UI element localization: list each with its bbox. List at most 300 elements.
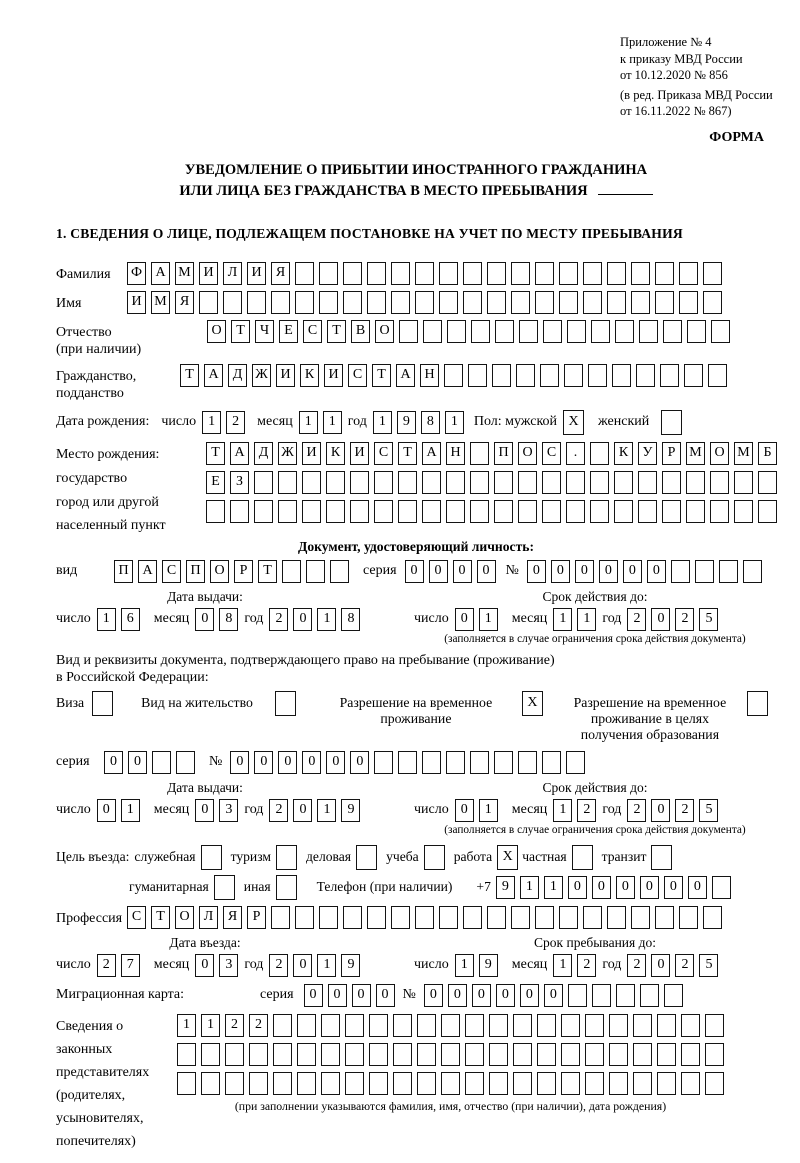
char-cell[interactable]	[655, 906, 674, 929]
char-cell[interactable]	[681, 1043, 700, 1066]
char-cell[interactable]: 2	[675, 608, 694, 631]
char-cell[interactable]: Л	[223, 262, 242, 285]
char-cell[interactable]	[273, 1072, 292, 1095]
char-cell[interactable]	[585, 1014, 604, 1037]
char-cell[interactable]	[230, 500, 249, 523]
char-cell[interactable]	[712, 876, 731, 899]
char-cell[interactable]	[734, 471, 753, 494]
char-cell[interactable]: 0	[647, 560, 666, 583]
char-cell[interactable]: О	[710, 442, 729, 465]
char-cell[interactable]: И	[127, 291, 146, 314]
char-cell[interactable]	[591, 320, 610, 343]
char-cell[interactable]	[559, 262, 578, 285]
char-cell[interactable]	[247, 291, 266, 314]
char-cell[interactable]	[465, 1043, 484, 1066]
char-cell[interactable]	[638, 500, 657, 523]
char-cell[interactable]: 1	[479, 608, 498, 631]
char-cell[interactable]	[633, 1043, 652, 1066]
char-cell[interactable]: Т	[151, 906, 170, 929]
checkbox-female[interactable]	[661, 410, 682, 435]
char-cell[interactable]: 0	[551, 560, 570, 583]
char-cell[interactable]	[393, 1043, 412, 1066]
char-cell[interactable]: 0	[453, 560, 472, 583]
char-cell[interactable]	[719, 560, 738, 583]
char-cell[interactable]	[439, 291, 458, 314]
char-cell[interactable]: А	[422, 442, 441, 465]
char-cell[interactable]	[655, 291, 674, 314]
char-cell[interactable]	[705, 1072, 724, 1095]
char-cell[interactable]	[319, 291, 338, 314]
char-cell[interactable]: Е	[206, 471, 225, 494]
char-cell[interactable]	[660, 364, 679, 387]
char-cell[interactable]	[686, 471, 705, 494]
char-cell[interactable]: 0	[455, 799, 474, 822]
char-cell[interactable]	[583, 262, 602, 285]
char-cell[interactable]	[492, 364, 511, 387]
char-cell[interactable]: 0	[664, 876, 683, 899]
char-cell[interactable]: О	[210, 560, 229, 583]
checkbox-male[interactable]: X	[563, 410, 584, 435]
char-cell[interactable]: 9	[479, 954, 498, 977]
checkbox-tourism[interactable]	[276, 845, 297, 870]
char-cell[interactable]	[369, 1072, 388, 1095]
char-cell[interactable]: 0	[651, 954, 670, 977]
char-cell[interactable]: 0	[352, 984, 371, 1007]
char-cell[interactable]: 0	[293, 608, 312, 631]
char-cell[interactable]: Е	[279, 320, 298, 343]
char-cell[interactable]	[662, 471, 681, 494]
char-cell[interactable]: 0	[230, 751, 249, 774]
char-cell[interactable]: Р	[234, 560, 253, 583]
char-cell[interactable]	[631, 262, 650, 285]
char-cell[interactable]: 0	[97, 799, 116, 822]
char-cell[interactable]: Н	[446, 442, 465, 465]
char-cell[interactable]	[615, 320, 634, 343]
char-cell[interactable]: У	[638, 442, 657, 465]
char-cell[interactable]	[321, 1014, 340, 1037]
char-cell[interactable]	[399, 320, 418, 343]
char-cell[interactable]	[415, 291, 434, 314]
char-cell[interactable]: 2	[627, 608, 646, 631]
char-cell[interactable]	[367, 291, 386, 314]
char-cell[interactable]	[518, 471, 537, 494]
char-cell[interactable]	[679, 262, 698, 285]
char-cell[interactable]	[463, 291, 482, 314]
char-cell[interactable]: 0	[195, 799, 214, 822]
char-cell[interactable]: 0	[527, 560, 546, 583]
char-cell[interactable]	[711, 320, 730, 343]
char-cell[interactable]	[225, 1072, 244, 1095]
char-cell[interactable]: П	[114, 560, 133, 583]
char-cell[interactable]	[540, 364, 559, 387]
char-cell[interactable]: 0	[104, 751, 123, 774]
checkbox-private[interactable]	[572, 845, 593, 870]
char-cell[interactable]: 0	[688, 876, 707, 899]
char-cell[interactable]	[535, 906, 554, 929]
char-cell[interactable]	[537, 1043, 556, 1066]
char-cell[interactable]	[343, 906, 362, 929]
char-cell[interactable]	[415, 262, 434, 285]
char-cell[interactable]: 8	[421, 411, 440, 434]
char-cell[interactable]: 0	[616, 876, 635, 899]
char-cell[interactable]	[306, 560, 325, 583]
char-cell[interactable]	[568, 984, 587, 1007]
char-cell[interactable]: 2	[269, 954, 288, 977]
char-cell[interactable]	[374, 500, 393, 523]
char-cell[interactable]: 2	[627, 954, 646, 977]
char-cell[interactable]	[271, 291, 290, 314]
char-cell[interactable]	[223, 291, 242, 314]
char-cell[interactable]: О	[175, 906, 194, 929]
char-cell[interactable]	[199, 291, 218, 314]
char-cell[interactable]	[468, 364, 487, 387]
char-cell[interactable]: Я	[223, 906, 242, 929]
char-cell[interactable]	[487, 291, 506, 314]
char-cell[interactable]: Ф	[127, 262, 146, 285]
char-cell[interactable]	[511, 906, 530, 929]
char-cell[interactable]	[271, 906, 290, 929]
char-cell[interactable]: 1	[323, 411, 342, 434]
char-cell[interactable]	[367, 262, 386, 285]
char-cell[interactable]: Ч	[255, 320, 274, 343]
char-cell[interactable]	[297, 1072, 316, 1095]
char-cell[interactable]	[471, 320, 490, 343]
char-cell[interactable]: 0	[350, 751, 369, 774]
char-cell[interactable]: 2	[249, 1014, 268, 1037]
char-cell[interactable]: 0	[293, 954, 312, 977]
char-cell[interactable]: Я	[175, 291, 194, 314]
char-cell[interactable]: А	[230, 442, 249, 465]
char-cell[interactable]	[537, 1014, 556, 1037]
char-cell[interactable]	[518, 751, 537, 774]
char-cell[interactable]	[679, 906, 698, 929]
char-cell[interactable]: 1	[97, 608, 116, 631]
char-cell[interactable]: 1	[201, 1014, 220, 1037]
char-cell[interactable]	[177, 1072, 196, 1095]
char-cell[interactable]: 1	[553, 608, 572, 631]
char-cell[interactable]: 0	[544, 984, 563, 1007]
char-cell[interactable]	[398, 500, 417, 523]
char-cell[interactable]: М	[734, 442, 753, 465]
char-cell[interactable]	[345, 1014, 364, 1037]
char-cell[interactable]: 2	[97, 954, 116, 977]
char-cell[interactable]	[446, 500, 465, 523]
char-cell[interactable]	[439, 906, 458, 929]
char-cell[interactable]: П	[186, 560, 205, 583]
char-cell[interactable]	[446, 751, 465, 774]
char-cell[interactable]: М	[151, 291, 170, 314]
char-cell[interactable]	[326, 500, 345, 523]
char-cell[interactable]	[607, 906, 626, 929]
char-cell[interactable]: Т	[180, 364, 199, 387]
char-cell[interactable]	[278, 500, 297, 523]
char-cell[interactable]: 1	[317, 954, 336, 977]
char-cell[interactable]	[687, 320, 706, 343]
char-cell[interactable]: 2	[577, 954, 596, 977]
char-cell[interactable]	[612, 364, 631, 387]
char-cell[interactable]: О	[518, 442, 537, 465]
char-cell[interactable]	[487, 262, 506, 285]
char-cell[interactable]	[758, 471, 777, 494]
char-cell[interactable]: 0	[472, 984, 491, 1007]
char-cell[interactable]	[422, 751, 441, 774]
char-cell[interactable]	[631, 906, 650, 929]
char-cell[interactable]	[297, 1014, 316, 1037]
char-cell[interactable]: 2	[269, 608, 288, 631]
char-cell[interactable]: И	[302, 442, 321, 465]
char-cell[interactable]	[417, 1014, 436, 1037]
char-cell[interactable]	[633, 1072, 652, 1095]
char-cell[interactable]: 6	[121, 608, 140, 631]
char-cell[interactable]	[684, 364, 703, 387]
char-cell[interactable]	[391, 291, 410, 314]
char-cell[interactable]	[391, 262, 410, 285]
char-cell[interactable]	[607, 262, 626, 285]
char-cell[interactable]	[489, 1014, 508, 1037]
char-cell[interactable]: И	[199, 262, 218, 285]
char-cell[interactable]	[633, 1014, 652, 1037]
char-cell[interactable]	[297, 1043, 316, 1066]
char-cell[interactable]	[585, 1043, 604, 1066]
char-cell[interactable]: 9	[341, 799, 360, 822]
char-cell[interactable]: С	[542, 442, 561, 465]
char-cell[interactable]: 0	[405, 560, 424, 583]
char-cell[interactable]	[176, 751, 195, 774]
char-cell[interactable]	[703, 906, 722, 929]
char-cell[interactable]: 0	[640, 876, 659, 899]
char-cell[interactable]: Т	[398, 442, 417, 465]
char-cell[interactable]	[470, 442, 489, 465]
char-cell[interactable]	[583, 291, 602, 314]
char-cell[interactable]	[705, 1014, 724, 1037]
char-cell[interactable]	[393, 1072, 412, 1095]
char-cell[interactable]: 8	[219, 608, 238, 631]
checkbox-other[interactable]	[276, 875, 297, 900]
char-cell[interactable]	[369, 1014, 388, 1037]
char-cell[interactable]: 2	[226, 411, 245, 434]
char-cell[interactable]	[705, 1043, 724, 1066]
char-cell[interactable]	[295, 906, 314, 929]
char-cell[interactable]	[590, 471, 609, 494]
char-cell[interactable]	[302, 500, 321, 523]
char-cell[interactable]: 0	[424, 984, 443, 1007]
char-cell[interactable]	[686, 500, 705, 523]
checkbox-edu-residence[interactable]	[747, 691, 768, 716]
char-cell[interactable]	[489, 1043, 508, 1066]
char-cell[interactable]: 5	[699, 954, 718, 977]
char-cell[interactable]: .	[566, 442, 585, 465]
char-cell[interactable]: 8	[341, 608, 360, 631]
char-cell[interactable]: Б	[758, 442, 777, 465]
char-cell[interactable]	[441, 1014, 460, 1037]
char-cell[interactable]: 1	[577, 608, 596, 631]
char-cell[interactable]: 0	[254, 751, 273, 774]
char-cell[interactable]: 5	[699, 608, 718, 631]
char-cell[interactable]	[350, 500, 369, 523]
char-cell[interactable]	[511, 291, 530, 314]
char-cell[interactable]	[463, 262, 482, 285]
char-cell[interactable]: П	[494, 442, 513, 465]
char-cell[interactable]: 0	[302, 751, 321, 774]
char-cell[interactable]	[444, 364, 463, 387]
char-cell[interactable]	[225, 1043, 244, 1066]
char-cell[interactable]	[494, 751, 513, 774]
char-cell[interactable]: 0	[575, 560, 594, 583]
char-cell[interactable]: 7	[121, 954, 140, 977]
char-cell[interactable]	[681, 1072, 700, 1095]
char-cell[interactable]	[441, 1043, 460, 1066]
char-cell[interactable]: 0	[623, 560, 642, 583]
char-cell[interactable]: Т	[372, 364, 391, 387]
char-cell[interactable]	[607, 291, 626, 314]
char-cell[interactable]: И	[247, 262, 266, 285]
char-cell[interactable]: И	[324, 364, 343, 387]
char-cell[interactable]	[254, 471, 273, 494]
char-cell[interactable]	[542, 500, 561, 523]
char-cell[interactable]	[367, 906, 386, 929]
char-cell[interactable]	[278, 471, 297, 494]
char-cell[interactable]	[592, 984, 611, 1007]
char-cell[interactable]	[273, 1014, 292, 1037]
char-cell[interactable]: 0	[293, 799, 312, 822]
char-cell[interactable]: 2	[675, 799, 694, 822]
char-cell[interactable]	[639, 320, 658, 343]
char-cell[interactable]	[422, 500, 441, 523]
char-cell[interactable]	[422, 471, 441, 494]
char-cell[interactable]: 1	[553, 954, 572, 977]
char-cell[interactable]	[590, 500, 609, 523]
char-cell[interactable]	[638, 471, 657, 494]
char-cell[interactable]	[295, 262, 314, 285]
char-cell[interactable]	[543, 320, 562, 343]
char-cell[interactable]	[470, 751, 489, 774]
char-cell[interactable]: 0	[651, 799, 670, 822]
char-cell[interactable]	[295, 291, 314, 314]
checkbox-residence-permit[interactable]	[275, 691, 296, 716]
char-cell[interactable]: 1	[479, 799, 498, 822]
char-cell[interactable]: 0	[599, 560, 618, 583]
char-cell[interactable]: 1	[520, 876, 539, 899]
char-cell[interactable]: Д	[228, 364, 247, 387]
char-cell[interactable]: 1	[544, 876, 563, 899]
char-cell[interactable]: 2	[675, 954, 694, 977]
char-cell[interactable]: Р	[247, 906, 266, 929]
char-cell[interactable]: 1	[553, 799, 572, 822]
char-cell[interactable]	[516, 364, 535, 387]
char-cell[interactable]	[636, 364, 655, 387]
char-cell[interactable]	[585, 1072, 604, 1095]
char-cell[interactable]: К	[300, 364, 319, 387]
char-cell[interactable]	[369, 1043, 388, 1066]
char-cell[interactable]	[249, 1072, 268, 1095]
char-cell[interactable]	[535, 262, 554, 285]
char-cell[interactable]	[343, 291, 362, 314]
char-cell[interactable]: 0	[304, 984, 323, 1007]
char-cell[interactable]: К	[326, 442, 345, 465]
char-cell[interactable]: Т	[258, 560, 277, 583]
char-cell[interactable]: М	[175, 262, 194, 285]
char-cell[interactable]	[398, 471, 417, 494]
char-cell[interactable]: Т	[327, 320, 346, 343]
char-cell[interactable]	[470, 471, 489, 494]
char-cell[interactable]	[609, 1072, 628, 1095]
char-cell[interactable]	[511, 262, 530, 285]
char-cell[interactable]	[657, 1014, 676, 1037]
char-cell[interactable]	[321, 1043, 340, 1066]
char-cell[interactable]	[326, 471, 345, 494]
char-cell[interactable]	[703, 262, 722, 285]
char-cell[interactable]: 3	[219, 954, 238, 977]
char-cell[interactable]	[345, 1072, 364, 1095]
char-cell[interactable]	[206, 500, 225, 523]
char-cell[interactable]	[330, 560, 349, 583]
char-cell[interactable]: С	[303, 320, 322, 343]
char-cell[interactable]: Н	[420, 364, 439, 387]
char-cell[interactable]: И	[276, 364, 295, 387]
char-cell[interactable]	[561, 1043, 580, 1066]
char-cell[interactable]	[588, 364, 607, 387]
char-cell[interactable]	[559, 291, 578, 314]
char-cell[interactable]	[567, 320, 586, 343]
char-cell[interactable]: А	[204, 364, 223, 387]
char-cell[interactable]	[374, 751, 393, 774]
char-cell[interactable]: 2	[269, 799, 288, 822]
char-cell[interactable]	[566, 471, 585, 494]
char-cell[interactable]: Я	[271, 262, 290, 285]
checkbox-humanitarian[interactable]	[214, 875, 235, 900]
char-cell[interactable]: 0	[477, 560, 496, 583]
char-cell[interactable]	[734, 500, 753, 523]
char-cell[interactable]	[302, 471, 321, 494]
char-cell[interactable]: 0	[376, 984, 395, 1007]
char-cell[interactable]: З	[230, 471, 249, 494]
char-cell[interactable]	[614, 500, 633, 523]
char-cell[interactable]	[681, 1014, 700, 1037]
char-cell[interactable]	[708, 364, 727, 387]
char-cell[interactable]: 3	[219, 799, 238, 822]
char-cell[interactable]: С	[348, 364, 367, 387]
char-cell[interactable]	[631, 291, 650, 314]
char-cell[interactable]	[583, 906, 602, 929]
char-cell[interactable]: И	[350, 442, 369, 465]
char-cell[interactable]	[345, 1043, 364, 1066]
char-cell[interactable]: А	[396, 364, 415, 387]
char-cell[interactable]: 1	[121, 799, 140, 822]
char-cell[interactable]	[487, 906, 506, 929]
char-cell[interactable]: 1	[177, 1014, 196, 1037]
char-cell[interactable]	[559, 906, 578, 929]
char-cell[interactable]	[743, 560, 762, 583]
char-cell[interactable]	[319, 262, 338, 285]
char-cell[interactable]: 0	[496, 984, 515, 1007]
char-cell[interactable]	[513, 1072, 532, 1095]
char-cell[interactable]	[537, 1072, 556, 1095]
checkbox-business[interactable]	[356, 845, 377, 870]
char-cell[interactable]: 2	[225, 1014, 244, 1037]
char-cell[interactable]	[282, 560, 301, 583]
char-cell[interactable]: 0	[195, 954, 214, 977]
char-cell[interactable]	[470, 500, 489, 523]
char-cell[interactable]	[679, 291, 698, 314]
char-cell[interactable]	[655, 262, 674, 285]
char-cell[interactable]	[671, 560, 690, 583]
char-cell[interactable]	[417, 1072, 436, 1095]
checkbox-study[interactable]	[424, 845, 445, 870]
char-cell[interactable]	[398, 751, 417, 774]
char-cell[interactable]: Р	[662, 442, 681, 465]
char-cell[interactable]	[566, 500, 585, 523]
char-cell[interactable]	[710, 500, 729, 523]
